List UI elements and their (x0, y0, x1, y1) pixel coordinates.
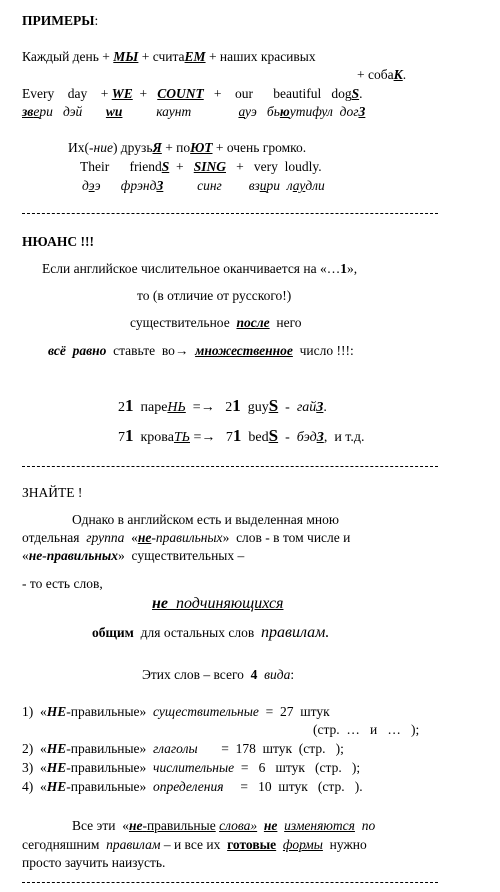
text-seg: НЕ (46, 741, 67, 756)
text-seg: ЮТ (190, 140, 213, 155)
text-seg: ТЬ (173, 430, 190, 445)
text-seg: S (268, 426, 279, 445)
text-seg: Каждый день + (22, 49, 114, 64)
text-seg: правильных (155, 530, 223, 545)
text-seg: COUNT (157, 86, 204, 101)
text-seg: SING (193, 159, 226, 174)
text-seg: МЫ (113, 49, 139, 64)
text-seg: группа (86, 530, 125, 545)
section-divider (22, 466, 438, 467)
text-seg: определения (153, 779, 224, 794)
text-seg: после (236, 315, 270, 330)
text-seg: + по (161, 140, 191, 155)
text-seg: нужно (322, 837, 367, 852)
text-seg: + соба (357, 67, 394, 82)
text-seg: дли (305, 178, 325, 193)
text-seg: - гай (278, 400, 317, 415)
text-seg: Their friend (80, 159, 162, 174)
list-item (22, 741, 344, 757)
text-seg: правилам. (261, 624, 330, 641)
example2-ru-line (68, 140, 306, 156)
text-seg: по (354, 818, 376, 833)
text-seg: него (269, 315, 302, 330)
text-seg: = 178 штук (стр. ); (197, 741, 344, 756)
text-seg: существительное (130, 315, 237, 330)
text-seg: унт (168, 104, 192, 119)
nuance-heading: НЮАНС !!! (22, 234, 95, 249)
text-seg: не (128, 818, 143, 833)
know-emphasis-line (152, 594, 283, 614)
text-seg: числительные (153, 760, 235, 775)
text-seg: – и все их (160, 837, 228, 852)
text-seg: вида (264, 667, 291, 682)
text-seg: д (82, 178, 89, 193)
text-seg: З (316, 430, 324, 445)
know-paragraph-line3 (22, 548, 244, 564)
text-seg: и (259, 178, 267, 193)
text-seg: Их( (68, 140, 89, 155)
text-seg: 4 (250, 667, 258, 682)
list-item (22, 760, 360, 776)
text-seg: З (358, 104, 366, 119)
text-seg: 7 (118, 430, 125, 445)
text-seg: правильные (146, 818, 216, 833)
nuance-paragraph-line1 (42, 261, 357, 277)
text-seg: К (393, 67, 403, 82)
text-seg: 3) « (22, 760, 47, 775)
text-seg: а (238, 104, 246, 119)
text-seg: уэ бь (245, 104, 280, 119)
example2-en-line (80, 159, 322, 175)
text-seg: Все эти « (72, 818, 129, 833)
text-seg: =→ 2 (185, 400, 233, 415)
text-seg: ри л (266, 178, 293, 193)
list-item (22, 704, 330, 720)
text-seg: =→ 7 (190, 430, 233, 445)
text-seg: НЕ (46, 760, 67, 775)
text-seg: НЕ (46, 779, 67, 794)
text-seg: е (33, 104, 40, 119)
examples-heading (22, 13, 98, 29)
text-seg: - (151, 530, 156, 545)
text-seg: не (152, 595, 168, 612)
know-paragraph-line7 (142, 667, 294, 683)
text-seg: утифул дог (289, 104, 359, 119)
text-seg: ка (122, 104, 169, 119)
know-paragraph-line2 (22, 530, 350, 546)
text-seg: 1 (125, 426, 134, 445)
text-seg: Я (152, 140, 162, 155)
text-seg: 1 (232, 426, 242, 445)
text-seg: существительные (153, 704, 259, 719)
text-seg: - бэд (278, 430, 317, 445)
nuance-example-21 (118, 398, 327, 416)
nuance-paragraph-line3 (130, 315, 302, 331)
section-divider (22, 882, 438, 883)
text-seg: сегодняшним (22, 837, 107, 852)
final-paragraph-line3: просто заучить наизусть. (22, 855, 166, 870)
final-paragraph-line2 (22, 837, 367, 853)
text-seg: -правильные» (66, 760, 154, 775)
text-seg: отдельная (22, 530, 87, 545)
text-seg: НЬ (167, 400, 186, 415)
example-ru-line2 (357, 67, 406, 83)
text-seg: 1) « (22, 704, 47, 719)
know-paragraph-line4: - то есть слов, (22, 576, 103, 591)
text-seg: НЕ (46, 704, 67, 719)
text-seg: зв (22, 104, 34, 119)
text-seg: формы (282, 837, 323, 852)
text-seg: Этих слов – всего (142, 667, 251, 682)
text-seg: крова (133, 430, 174, 445)
text-seg: всё равно (48, 343, 107, 358)
text-seg (191, 104, 238, 119)
list-item (22, 779, 363, 795)
text-seg: -правильные» (66, 704, 154, 719)
text-seg: « (124, 530, 138, 545)
text-seg: + очень громко. (212, 140, 307, 155)
text-seg: паре (133, 400, 168, 415)
text-seg: - (142, 818, 147, 833)
text-seg: 1 (340, 261, 347, 276)
text-seg: Every day + (22, 86, 112, 101)
text-seg: общим (92, 625, 134, 640)
text-seg: : (290, 667, 295, 682)
text-seg: = 27 штук (258, 704, 330, 719)
text-seg: ставьте во→ (106, 343, 196, 358)
text-seg: З (156, 178, 164, 193)
text-seg: готовые (227, 837, 277, 852)
text-seg: -правильные» (66, 741, 154, 756)
text-seg: . (359, 86, 363, 101)
text-seg: + our beautiful dog (203, 86, 352, 101)
text-seg: = 10 штук (стр. ). (223, 779, 363, 794)
text-seg: S (351, 86, 360, 101)
text-seg (257, 818, 264, 833)
example2-transcription-line (82, 178, 325, 194)
text-seg: изменяются (284, 818, 355, 833)
text-seg: 2) « (22, 741, 47, 756)
text-seg: . (402, 67, 407, 82)
text-seg: э (88, 178, 95, 193)
text-seg: З (316, 400, 324, 415)
text-seg: множественное (195, 343, 293, 358)
text-seg: -правильные» (66, 779, 154, 794)
nuance-paragraph-line4 (48, 343, 354, 359)
text-seg (276, 837, 283, 852)
example-ru-line1 (22, 49, 316, 65)
text-seg: guy (240, 400, 269, 415)
text-seg: 1 (125, 396, 134, 415)
section-divider (22, 213, 438, 214)
text-seg: 2 (118, 400, 125, 415)
text-seg: « (22, 548, 29, 563)
final-paragraph-line1 (72, 818, 375, 834)
text-seg: для остальных слов (133, 625, 261, 640)
text-seg: + (132, 86, 158, 101)
text-seg: » существительных – (118, 548, 245, 563)
text-seg: не (263, 818, 278, 833)
text-seg: Если английское числительное оканчивается на «… (42, 261, 341, 276)
text-seg: + very loudly. (226, 159, 322, 174)
text-seg: э фрэнд (94, 178, 157, 193)
know-heading: ЗНАЙТЕ ! (22, 485, 83, 500)
text-seg: + счита (138, 49, 185, 64)
text-seg: S (161, 159, 170, 174)
text-seg: wи (105, 104, 123, 119)
text-seg: + (169, 159, 194, 174)
know-paragraph-line6 (92, 625, 329, 641)
text-seg: синг вз (163, 178, 260, 193)
examples-heading-text: ПРИМЕРЫ (22, 13, 95, 28)
example-en-line (22, 86, 362, 102)
text-seg: ау (292, 178, 306, 193)
nuance-example-71 (118, 428, 365, 446)
text-seg: 1 (232, 396, 241, 415)
text-seg: ЕМ (184, 49, 206, 64)
example-transcription-line (22, 104, 365, 120)
text-seg: ю (279, 104, 290, 119)
text-seg: подчиняющихся (167, 595, 284, 612)
know-paragraph-line1: Однако в английском есть и выделенная мною (72, 512, 339, 527)
text-seg: bed (241, 430, 269, 445)
text-seg: ри дэй (39, 104, 106, 119)
text-seg: ) друзь (112, 140, 153, 155)
text-seg: WE (111, 86, 133, 101)
text-seg: число !!!: (292, 343, 354, 358)
text-seg: + наших красивых (205, 49, 316, 64)
text-seg: », (346, 261, 358, 276)
text-seg: правилам (106, 837, 161, 852)
text-seg: глаголы (153, 741, 198, 756)
text-seg: » слов - в том числе и (222, 530, 351, 545)
text-seg: 4) « (22, 779, 47, 794)
text-seg: = 6 штук (стр. ); (234, 760, 361, 775)
nuance-paragraph-line2: то (в отличие от русского!) (137, 288, 292, 303)
text-seg: . (323, 400, 327, 415)
list-item-continuation: (стр. … и … ); (313, 722, 420, 737)
text-seg: , и т.д. (323, 430, 365, 445)
text-seg: S (268, 396, 279, 415)
text-seg: не (137, 530, 152, 545)
text-seg: -ние (89, 140, 113, 155)
text-seg: не-правильных (28, 548, 118, 563)
text-seg: слова» (219, 818, 258, 833)
examples-heading-colon: : (94, 13, 99, 28)
